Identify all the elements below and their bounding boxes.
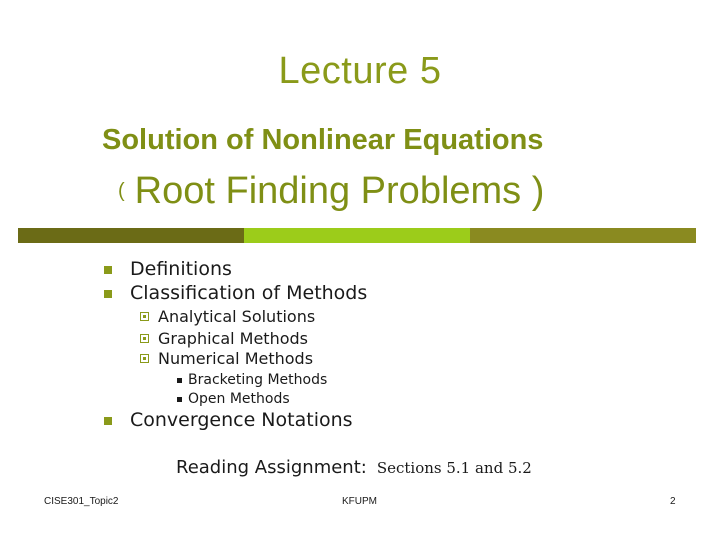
bullet-label: Convergence Notations <box>130 409 353 431</box>
subsubbullet-open <box>188 391 290 407</box>
subbullet-graphical <box>158 329 308 348</box>
subbullet-analytical <box>158 307 315 326</box>
topic-open-paren: ( <box>118 180 125 202</box>
slide-subtitle: Solution of Nonlinear Equations <box>102 124 544 156</box>
divider-bar-right <box>470 228 696 243</box>
footer-institution: KFUPM <box>342 496 377 507</box>
bullet-classification <box>130 282 367 304</box>
bullet-label: Classification of Methods <box>130 282 368 304</box>
reading-value: Sections 5.1 and 5.2 <box>376 459 532 477</box>
footer-page-number: 2 <box>670 496 676 507</box>
divider-bar-middle <box>244 228 470 243</box>
square-bullet-icon <box>104 417 112 425</box>
topic-text: Root Finding Problems ) <box>134 170 545 212</box>
small-square-bullet-icon <box>177 378 182 383</box>
hollow-square-bullet-icon <box>140 354 149 363</box>
subbullet-numerical <box>158 349 313 368</box>
reading-assignment <box>176 457 532 478</box>
divider-bar-left <box>18 228 244 243</box>
hollow-square-bullet-icon <box>140 312 149 321</box>
subsubbullet-label: Bracketing Methods <box>188 372 328 388</box>
topic-line <box>118 170 544 213</box>
subbullet-label: Numerical Methods <box>158 349 314 368</box>
bullet-definitions <box>130 258 232 280</box>
subbullet-label: Graphical Methods <box>158 329 308 348</box>
subsubbullet-label: Open Methods <box>188 391 290 407</box>
hollow-square-bullet-icon <box>140 334 149 343</box>
subsubbullet-bracketing <box>188 372 327 388</box>
slide-title: Lecture 5 <box>278 50 442 92</box>
square-bullet-icon <box>104 290 112 298</box>
subbullet-label: Analytical Solutions <box>158 307 316 326</box>
bullet-convergence <box>130 409 353 431</box>
square-bullet-icon <box>104 266 112 274</box>
footer-course: CISE301_Topic2 <box>44 496 119 507</box>
bullet-label: Definitions <box>130 258 232 280</box>
reading-label: Reading Assignment: <box>176 457 367 478</box>
small-square-bullet-icon <box>177 397 182 402</box>
